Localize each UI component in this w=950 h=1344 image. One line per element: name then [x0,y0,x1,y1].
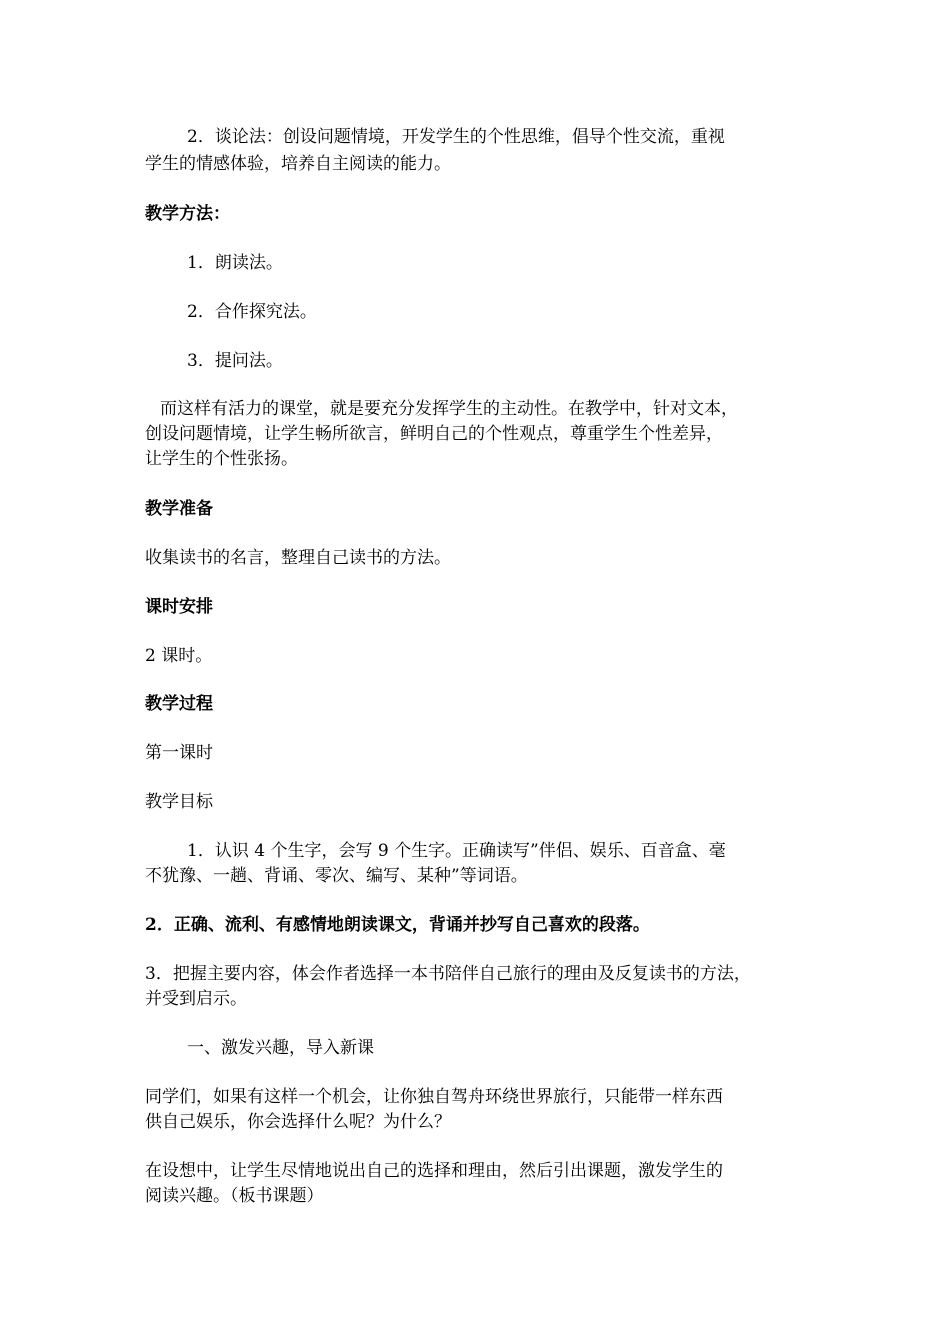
text-line: 阅读兴趣。（板书课题） [145,1186,324,1206]
paragraph-discussion-method [187,125,867,150]
goal-2: 2．正确、流利、有感情地朗读课文，背诵并抄写自己喜欢的段落。 [145,915,650,935]
paragraph-design-note [145,1159,825,1209]
heading-teaching-prep: 教学准备 [145,499,213,519]
goal-3 [145,962,825,1012]
text-line: 1．认识 4 个生字，会写 9 个生字。正确读写”伴侣、娱乐、百音盒、毫 [187,841,726,861]
heading-teaching-methods: 教学方法： [145,204,230,224]
label-first-lesson: 第一课时 [145,743,213,763]
goal-1-cont [145,864,825,889]
heading-schedule: 课时安排 [145,597,213,617]
goal-1 [187,839,867,864]
text-line: 3．把握主要内容，体会作者选择一本书陪伴自己旅行的理由及反复读书的方法， [145,964,751,984]
paragraph-schedule: 2 课时。 [145,646,213,666]
heading-section-1: 一、激发兴趣，导入新课 [187,1038,374,1058]
paragraph-active-classroom-cont [145,422,825,472]
list-item-method-2: 2．合作探究法。 [187,302,317,322]
text-line: 在设想中，让学生尽情地说出自己的选择和理由，然后引出课题，激发学生的 [145,1161,723,1181]
list-item-method-1: 1．朗读法。 [187,253,283,273]
paragraph-discussion-method-cont [145,152,825,177]
paragraph-active-classroom [160,397,840,422]
paragraph-teaching-prep: 收集读书的名言，整理自己读书的方法。 [145,548,451,568]
text-line: 2．谈论法：创设问题情境，开发学生的个性思维，倡导个性交流，重视 [187,127,725,147]
text-line: 而这样有活力的课堂，就是要充分发挥学生的主动性。在教学中，针对文本， [160,399,738,419]
label-teaching-goals: 教学目标 [145,792,213,812]
text-line: 让学生的个性张扬。 [145,449,298,469]
text-line: 并受到启示。 [145,989,247,1009]
text-line: 不犹豫、一趟、背诵、零次、编写、某种”等词语。 [145,866,528,886]
text-line: 供自己娱乐，你会选择什么呢？为什么？ [145,1112,451,1132]
text-line: 创设问题情境，让学生畅所欲言，鲜明自己的个性观点，尊重学生个性差异， [145,424,723,444]
list-item-method-3: 3．提问法。 [187,351,283,371]
text-line: 学生的情感体验，培养自主阅读的能力。 [145,154,451,174]
text-line: 同学们，如果有这样一个机会，让你独自驾舟环绕世界旅行，只能带一样东西 [145,1087,723,1107]
paragraph-intro-question [145,1085,825,1135]
heading-teaching-process: 教学过程 [145,694,213,714]
